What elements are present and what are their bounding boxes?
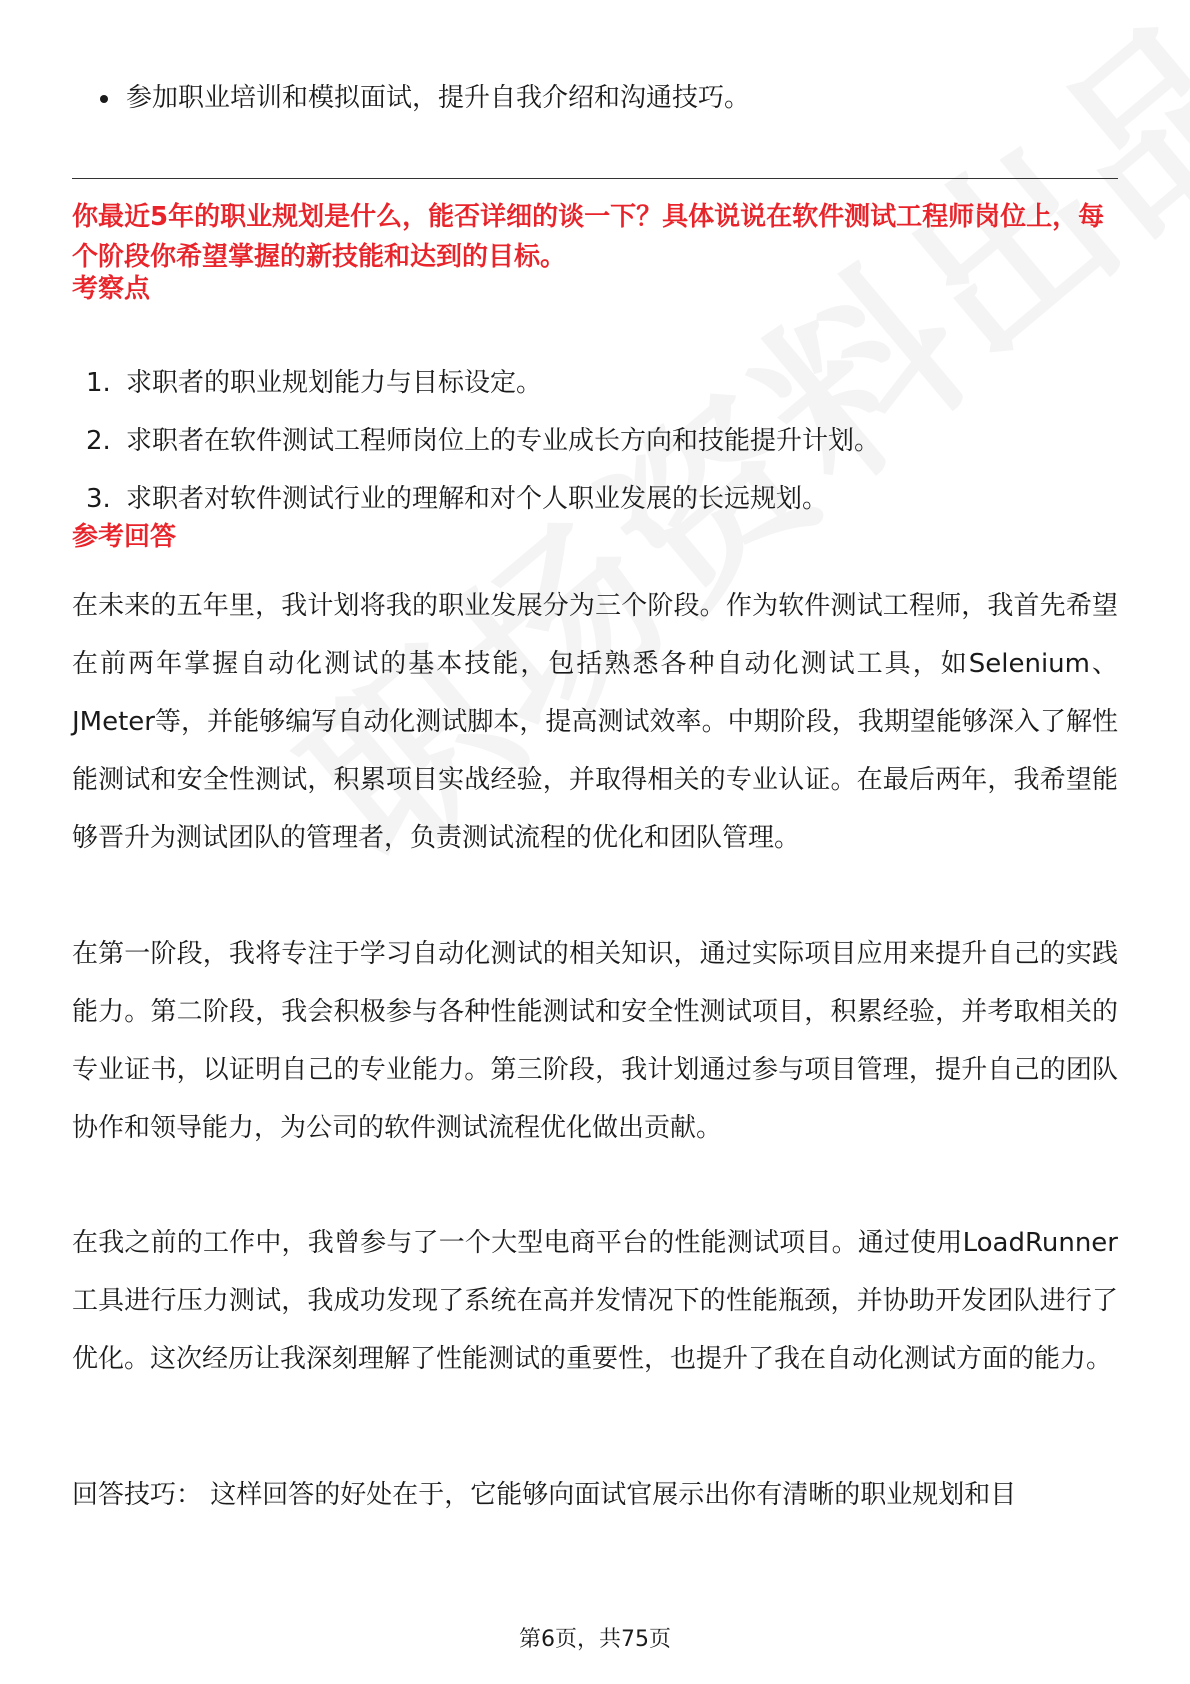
item-text: 求职者在软件测试工程师岗位上的专业成长方向和技能提升计划。 — [126, 426, 881, 456]
document-page — [72, 0, 1118, 1684]
item-number: 2. — [86, 426, 111, 456]
answer-tips-paragraph: 回答技巧： 这样回答的好处在于，它能够向面试官展示出你有清晰的职业规划和目 — [72, 1480, 1017, 1510]
answer-paragraph: 在第一阶段，我将专注于学习自动化测试的相关知识，通过实际项目应用来提升自己的实践能力。第二阶段，我会积极参与各种性能测试和安全性测试项目，积累经验，并考取相关的专业证书，以证明自己的专业能力。第三阶段，我计划通过参与项目管理，提升自己的团队协作和领导能力，为公司的软件测试流程优化做出贡献。 — [72, 939, 1118, 1143]
assessment-list — [86, 363, 880, 537]
list-item — [86, 363, 880, 403]
answer-heading: 参考回答 — [72, 522, 177, 552]
list-item — [100, 78, 750, 118]
answer-paragraph: 在我之前的工作中，我曾参与了一个大型电商平台的性能测试项目。通过使用LoadRunner工具进行压力测试，我成功发现了系统在高并发情况下的性能瓶颈，并协助开发团队进行了优化。这次经历让我深刻理解了性能测试的重要性，也提升了我在自动化测试方面的能力。 — [72, 1228, 1118, 1374]
assessment-heading: 考察点 — [72, 274, 151, 304]
question-heading: 你最近5年的职业规划是什么，能否详细的谈一下？具体说说在软件测试工程师岗位上，每个阶段你希望掌握的新技能和达到的目标。 — [72, 202, 1105, 272]
item-number: 1. — [86, 368, 111, 398]
item-text: 求职者的职业规划能力与目标设定。 — [126, 368, 543, 398]
item-number: 3. — [86, 484, 111, 514]
answer-paragraph: 在未来的五年里，我计划将我的职业发展分为三个阶段。作为软件测试工程师，我首先希望在前两年掌握自动化测试的基本技能，包括熟悉各种自动化测试工具，如Selenium、JMeter等，并能够编写自动化测试脚本，提高测试效率。中期阶段，我期望能够深入了解性能测试和安全性测试，积累项目实战经验，并取得相关的专业认证。在最后两年，我希望能够晋升为测试团队的管理者，负责测试流程的优化和团队管理。 — [72, 591, 1118, 853]
bullet-icon — [100, 95, 108, 103]
list-item — [86, 421, 880, 461]
item-text: 求职者对软件测试行业的理解和对个人职业发展的长远规划。 — [126, 484, 829, 514]
section-divider — [72, 178, 1118, 179]
intro-bullet-list — [100, 78, 750, 118]
list-item — [86, 479, 880, 519]
page-number-footer: 第6页，共75页 — [519, 1627, 671, 1652]
bullet-text: 参加职业培训和模拟面试，提升自我介绍和沟通技巧。 — [126, 83, 751, 113]
